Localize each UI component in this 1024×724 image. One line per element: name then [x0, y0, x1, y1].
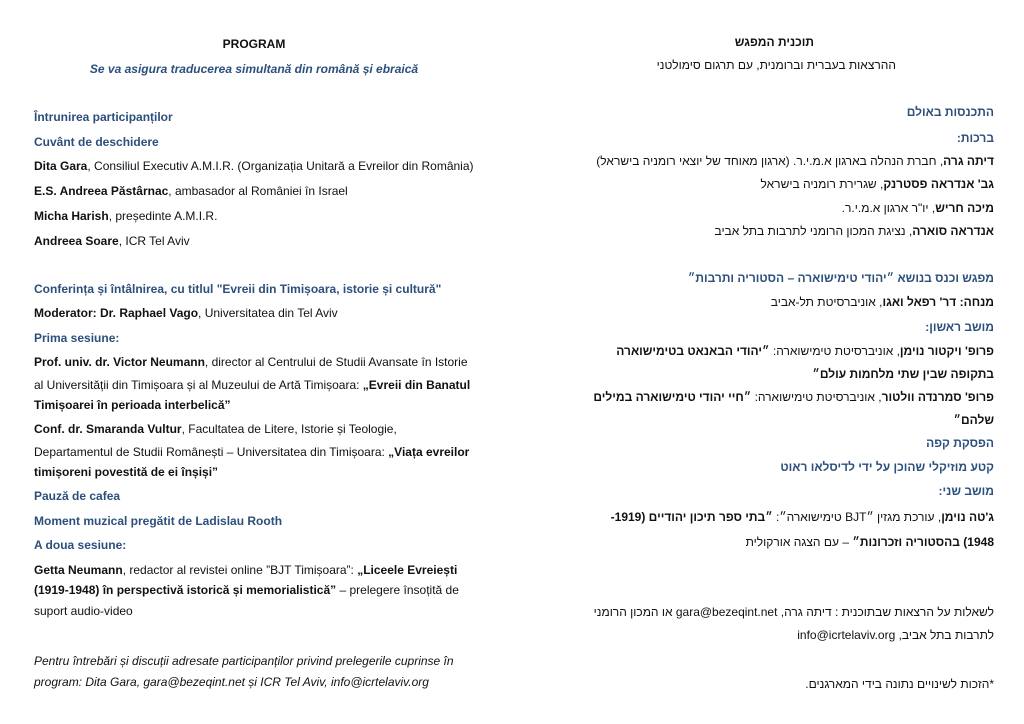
lecture-title: ״יהודי הבאנאט בטימישוארה [616, 344, 770, 358]
speaker-role: , יו"ר ארגון א.מ.י.ר. [841, 201, 936, 215]
section-cuvant: Cuvânt de deschidere [34, 135, 159, 149]
section-intrunire: Întrunirea participanților [34, 110, 173, 124]
speaker-line [34, 159, 474, 173]
speaker-affiliation: Departamentul de Studii Românești – Universitatea din Timișoara: [34, 445, 389, 459]
speaker-name: Prof. univ. dr. Victor Neumann [34, 355, 205, 369]
speaker-role: , שגרירת רומניה בישראל [760, 177, 884, 191]
lecture-note: – prelegere însoțită de [336, 583, 459, 597]
lecture-title: ״בתי ספר תיכון יהודיים (1919- [610, 510, 773, 524]
lecture-line [746, 535, 994, 549]
section-music: קטע מוזיקלי שהוכן על ידי לדיסלאו ראוט [780, 460, 994, 474]
moderator-line [34, 306, 338, 320]
section-first-session: מושב ראשון: [925, 320, 994, 334]
lecture-title: „Viața evreilor [388, 445, 470, 459]
speaker-line [34, 234, 190, 248]
lecture-title: 1948) בהסטוריה וזכרונות״ [852, 535, 994, 549]
speaker-name: דיתה גרה [943, 154, 994, 168]
speaker-name: Conf. dr. Smaranda Vultur [34, 422, 182, 436]
speaker-line [596, 154, 994, 168]
speaker-line [715, 224, 995, 238]
lecture-line [616, 344, 994, 358]
speaker-role: , director al Centrului de Studii Avansate în Istorie [204, 355, 468, 369]
speaker-role: , redactor al revistei online ”BJT Timișoara”: [122, 563, 358, 577]
speaker-role: , președinte A.M.I.R. [108, 209, 218, 223]
section-gathering: התכנסות באולם [906, 105, 994, 119]
lecture-line [34, 445, 469, 459]
program-subtitle: Se va asigura traducerea simultană din română și ebraică [89, 62, 419, 76]
speaker-name: Dita Gara [34, 159, 88, 173]
speaker-affiliation: al Universității din Timișoara și al Muzeului de Artă Timișoara: [34, 378, 363, 392]
section-second-session: מושב שני: [938, 484, 994, 498]
lecture-line [34, 563, 457, 577]
program-title: תוכנית המפגש [734, 35, 814, 49]
speaker-name: Andreea Soare [34, 234, 119, 248]
speaker-role: , חברת הנהלה בארגון א.מ.י.ר. (ארגון מאוחד של יוצאי רומניה בישראל) [596, 154, 944, 168]
lecture-title: timișoreni povestită de ei înșiși” [34, 465, 219, 479]
section-prima-sesiune: Prima sesiune: [34, 331, 120, 345]
speaker-name: פרופ' סמרנדה וולטור [881, 390, 994, 404]
speaker-name: E.S. Andreea Păstârnac [34, 184, 169, 198]
speaker-line [34, 184, 348, 198]
program-title: PROGRAM [222, 37, 286, 51]
speaker-role: , נציגת המכון הרומני לתרבות בתל אביב [714, 224, 913, 238]
speaker-role: , ambasador al României în Israel [168, 184, 348, 198]
lecture-line [34, 422, 397, 436]
lecture-line [34, 378, 470, 392]
speaker-affiliation: , אוניברסיטת טימישוארה: [769, 344, 900, 358]
section-a-doua-sesiune: A doua sesiune: [34, 538, 127, 552]
speaker-line [34, 209, 217, 223]
lecture-title: בתקופה שבין שתי מלחמות עולם״ [812, 367, 994, 381]
contact-note: לשאלות על הרצאות שבתוכנית : דיתה גרה, gara@bezeqint.net או המכון הרומני [593, 605, 994, 619]
moderator-name: Moderator: Dr. Raphael Vago [34, 306, 199, 320]
section-greetings: ברכות: [956, 131, 994, 145]
conference-title: מפגש וכנס בנושא ״יהודי טימישוארה – הסטוריה ותרבות״ [687, 271, 994, 285]
speaker-affiliation: , אוניברסיטת טימישוארה: [751, 390, 882, 404]
contact-note: Pentru întrebări și discuții adresate participanților privind prelegerile cuprinse în [34, 654, 454, 668]
lecture-title: שלהם״ [953, 413, 994, 427]
lecture-title: „Liceele Evreiești [357, 563, 458, 577]
moderator-affiliation: , אוניברסיטת תל-אביב [770, 295, 883, 309]
lecture-title: ״חיי יהודי טימישוארה במילים [593, 390, 752, 404]
changes-note: *הזכות לשינויים נתונה בידי המארגנים. [805, 677, 994, 691]
speaker-role: , ICR Tel Aviv [118, 234, 190, 248]
moderator-name: מנחה: דר' רפאל ואגו [882, 295, 994, 309]
speaker-name: פרופ' ויקטור נוימן [899, 344, 994, 358]
speaker-line [761, 177, 995, 191]
lecture-title: „Evreii din Banatul [362, 378, 471, 392]
lecture-title: (1919-1948) în perspectivă istorică și memorialistică” [34, 583, 337, 597]
speaker-name: אנדראה סוארה [912, 224, 994, 238]
lecture-note: suport audio-video [34, 604, 133, 618]
lecture-title: Timișoarei în perioada interbelică” [34, 398, 231, 412]
lecture-line [611, 510, 994, 524]
speaker-affiliation: , עורכת מגזין ״BJT טימישוארה״: [772, 510, 942, 524]
speaker-name: Getta Neumann [34, 563, 123, 577]
speaker-name: ג'טה נוימן [941, 510, 994, 524]
section-moment-muzical: Moment muzical pregătit de Ladislau Rooth [34, 514, 283, 528]
lecture-line [593, 390, 994, 404]
moderator-line [771, 295, 994, 309]
conference-title: Conferința și întâlnirea, cu titlul "Evreii din Timișoara, istorie și cultură" [34, 282, 442, 296]
contact-note: לתרבות בתל אביב, info@icrtelaviv.org [797, 628, 994, 642]
speaker-role: , Consiliul Executiv A.M.I.R. (Organizația Unitară a Evreilor din România) [87, 159, 474, 173]
lecture-note: – עם הצגה אורקולית [745, 535, 853, 549]
speaker-line [842, 201, 994, 215]
lecture-line [34, 583, 459, 597]
lecture-line [34, 355, 468, 369]
section-coffee-break: הפסקת קפה [926, 436, 994, 450]
speaker-name: מיכה חריש [935, 201, 994, 215]
speaker-name: Micha Harish [34, 209, 109, 223]
moderator-affiliation: , Universitatea din Tel Aviv [198, 306, 338, 320]
speaker-name: גב' אנדראה פסטרנק [883, 177, 994, 191]
section-pauza: Pauză de cafea [34, 489, 121, 503]
program-subtitle: ההרצאות בעברית וברומנית, עם תרגום סימולטני [656, 58, 896, 72]
contact-note: program: Dita Gara, gara@bezeqint.net și ICR Tel Aviv, info@icrtelaviv.org [34, 675, 429, 689]
speaker-role: , Facultatea de Litere, Istorie și Teologie, [181, 422, 397, 436]
